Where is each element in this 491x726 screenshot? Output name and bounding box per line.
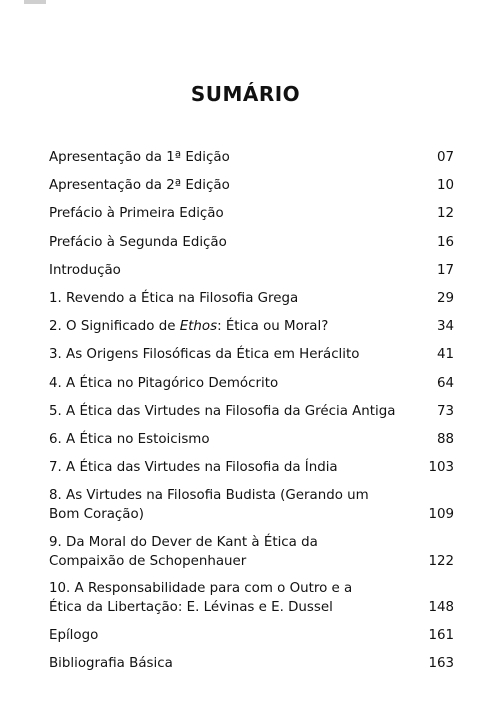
toc-entry-title-line: Bom Coração) [49,507,144,523]
corner-mark [24,0,46,4]
toc-entry [49,626,454,645]
toc-entry-page: 103 [428,460,454,476]
toc-entry [49,533,454,571]
toc-entry-page: 17 [436,262,454,278]
toc-entry [49,374,454,393]
toc-entry-title: 3. As Origens Filosóficas da Ética em Heráclito [49,347,360,363]
toc-entry-title-italic: Ethos [179,319,218,335]
toc-entry [49,233,454,252]
toc-entry [49,176,454,195]
toc-entry-title [49,317,414,336]
toc-entry-title [49,533,414,571]
toc-entry-title [49,579,414,617]
toc-entry-title-line: Ética da Libertação: E. Lévinas e E. Dussel [49,600,333,616]
toc-entry-page: 148 [428,600,454,616]
toc-entry-title: Apresentação da 2ª Edição [49,178,230,194]
toc-entry-title: Apresentação da 1ª Edição [49,150,230,165]
toc-entry-page: 07 [436,150,454,165]
toc-entry [49,458,454,477]
toc-entry-title: Introdução [49,262,121,278]
toc-entry-title: 6. A Ética no Estoicismo [49,431,210,447]
toc-entry-page: 88 [436,431,454,447]
toc-entry-title: Prefácio à Segunda Edição [49,234,227,250]
toc-entry-page: 163 [428,655,454,671]
toc-entry [49,402,454,421]
toc-entry-title-line: 10. A Responsabilidade para com o Outro e a [49,581,353,597]
toc-entry-page: 16 [436,234,454,250]
toc-entry-title: 4. A Ética no Pitagórico Demócrito [49,375,279,391]
toc-entry-title-line: 9. Da Moral do Dever de Kant à Ética da [49,534,318,550]
toc-entry-page: 34 [436,319,454,335]
toc-entry [49,261,454,280]
toc-entry-page: 109 [428,507,454,523]
table-of-contents [49,148,454,682]
toc-entry-page: 10 [436,178,454,194]
toc-entry-title-line: Compaixão de Schopenhauer [49,553,247,569]
toc-entry-page: 29 [436,290,454,306]
toc-entry-title-prefix: 2. O Significado de [49,319,180,335]
toc-entry-title: Epílogo [49,627,99,643]
toc-entry [49,204,454,223]
toc-entry-title-line: 8. As Virtudes na Filosofia Budista (Gerando um [49,488,369,504]
toc-entry [49,345,454,364]
toc-entry-page: 12 [436,206,454,222]
toc-entry [49,148,454,167]
toc-entry-page: 73 [436,403,454,419]
toc-entry [49,430,454,449]
toc-entry-page: 161 [428,627,454,643]
toc-entry-page: 64 [436,375,454,391]
toc-entry-title: 5. A Ética das Virtudes na Filosofia da Grécia Antiga [49,403,396,419]
toc-entry [49,654,454,673]
toc-entry [49,486,454,524]
toc-entry-page: 122 [428,553,454,569]
toc-entry [49,317,454,336]
toc-entry-title: Bibliografia Básica [49,655,173,671]
toc-entry-title-suffix: : Ética ou Moral? [217,319,329,335]
toc-entry [49,579,454,617]
toc-entry [49,289,454,308]
page-title: SUMÁRIO [190,82,301,106]
toc-entry-title: 1. Revendo a Ética na Filosofia Grega [49,290,299,306]
toc-entry-title: Prefácio à Primeira Edição [49,206,224,222]
toc-entry-title [49,486,414,524]
toc-entry-page: 41 [436,347,454,363]
toc-entry-title: 7. A Ética das Virtudes na Filosofia da Índia [49,460,338,476]
